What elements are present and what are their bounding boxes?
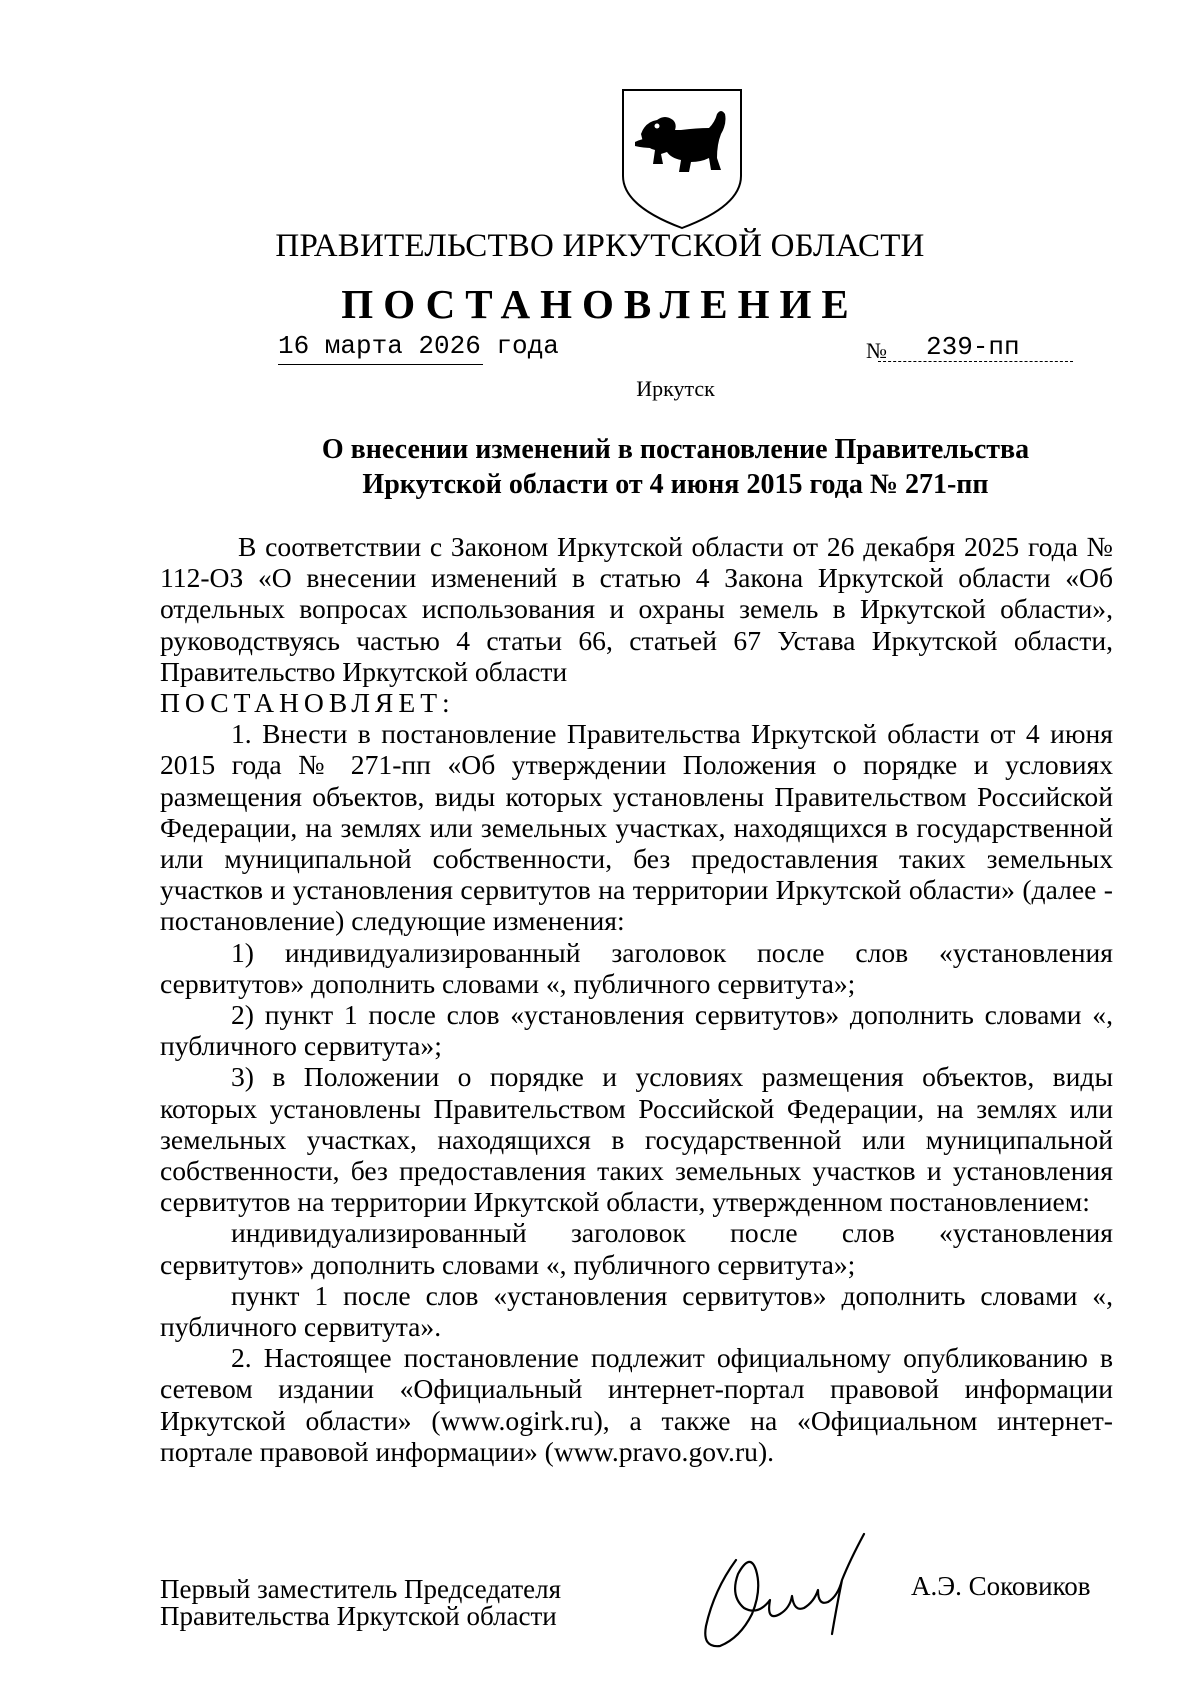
- subitem-3b-paragraph: пункт 1 после слов «установления сервитутов» дополнить словами «, публичного сервитута».: [160, 1279, 1113, 1343]
- document-subject: [0, 432, 1200, 502]
- date-underline: [278, 364, 483, 365]
- number-underline: [878, 361, 1073, 362]
- subitem-1-paragraph: 1) индивидуализированный заголовок после слов «установления сервитутов» дополнить словами «, публичного сервитута»;: [160, 936, 1113, 999]
- signatory-position: [160, 1576, 561, 1630]
- government-name: ПРАВИТЕЛЬСТВО ИРКУТСКОЙ ОБЛАСТИ: [275, 228, 925, 264]
- document-number: 239-пп: [926, 332, 1020, 362]
- city: Иркутск: [636, 376, 715, 401]
- item-1-paragraph: 1. Внести в постановление Правительства Иркутской области от 4 июня 2015 года № 271-пп «Об утверждении Положения о порядке и условиях размещения объектов, виды которых установлены Правительством Российской Федерации, на землях или земельных участках, находящихся в государственной или муниципальной собственности, без предоставления таких земельных участков и установления сервитутов на территории Иркутской области» (далее - постановление) следующие изменения:: [160, 718, 1113, 937]
- number-sign: №: [866, 338, 887, 363]
- handwritten-signature: [700, 1530, 870, 1655]
- document-body: [160, 531, 1113, 1467]
- document-date: 16 марта 2026 года: [278, 331, 559, 361]
- subject-line-1: О внесении изменений в постановление Правительства: [321, 434, 1030, 465]
- subitem-3a-paragraph: индивидуализированный заголовок после слов «установления сервитутов» дополнить словами «, публичного сервитута»;: [160, 1217, 1113, 1280]
- subitem-2-paragraph: 2) пункт 1 после слов «установления сервитутов» дополнить словами «, публичного сервитута»;: [160, 999, 1113, 1062]
- subitem-3-paragraph: 3) в Положении о порядке и условиях размещения объектов, виды которых установлены Правительством Российской Федерации, на землях или земельных участках, находящихся в государственной или муниципальной собственности, без предоставления таких земельных участков и установления сервитутов на территории Иркутской области, утвержденном постановлением:: [160, 1061, 1113, 1218]
- preamble-paragraph: В соответствии с Законом Иркутской области от 26 декабря 2025 года № 112-ОЗ «О внесении изменений в статью 4 Закона Иркутской области «Об отдельных вопросах использования и охраны земель в Иркутской области», руководствуясь частью 4 статьи 66, статьей 67 Устава Иркутской области, Правительство Иркутской области: [160, 531, 1113, 687]
- resolves-heading: ПОСТАНОВЛЯЕТ:: [160, 687, 455, 719]
- item-2-paragraph: 2. Настоящее постановление подлежит официальному опубликованию в сетевом издании «Официальный интернет-портал правовой информации Иркутской области» (www.ogirk.ru), а также на «Официальном интернет-портале правовой информации» (www.pravo.gov.ru).: [160, 1342, 1113, 1467]
- position-line-2: Правительства Иркутской области: [160, 1601, 557, 1631]
- signatory-name: А.Э. Соковиков: [911, 1571, 1091, 1601]
- irkutsk-coat-of-arms-icon: [617, 84, 747, 232]
- subject-line-2: Иркутской области от 4 июня 2015 года № 271-пп: [362, 469, 989, 500]
- position-line-1: Первый заместитель Председателя: [160, 1574, 562, 1604]
- document-type: ПОСТАНОВЛЕНИЕ: [341, 281, 859, 327]
